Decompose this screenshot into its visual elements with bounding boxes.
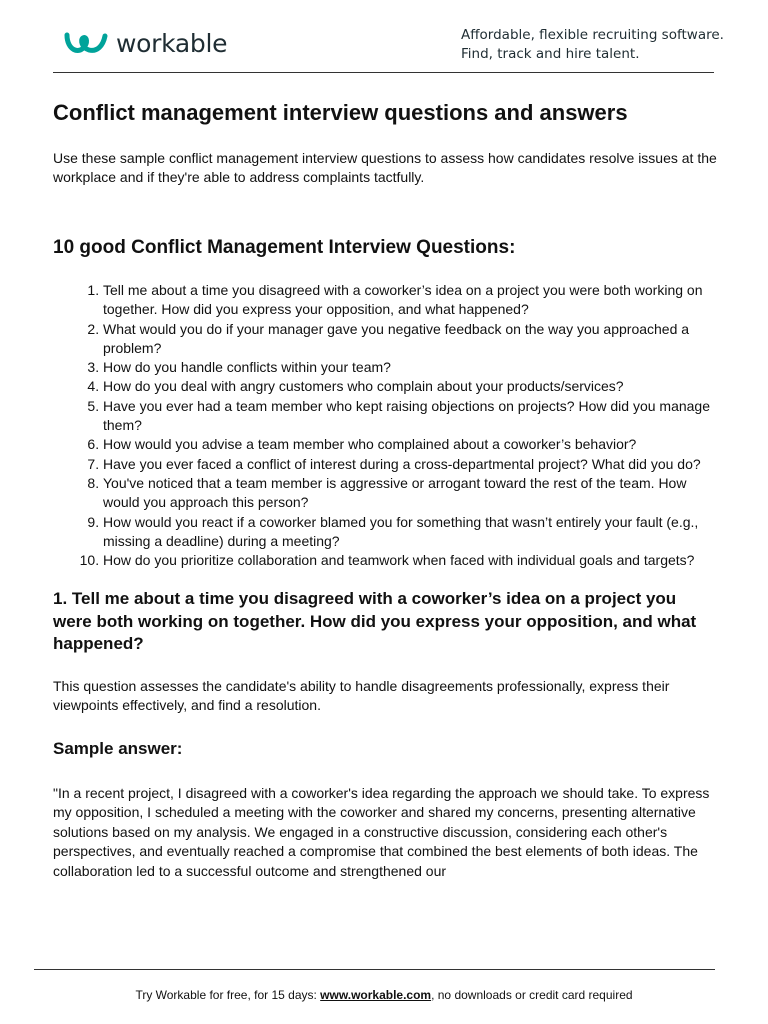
footer-divider [34,969,715,970]
workable-logo[interactable] [64,28,227,60]
tagline-line-2: Find, track and hire talent. [461,46,640,62]
question-item: 5. Have you ever had a team member who kept raising objections on projects? How did you manage them? [103,397,718,436]
intro-paragraph: Use these sample conflict management interview questions to assess how candidates resolve issues at the workplace and if they're able to address complaints tactfully. [53,150,717,185]
page-title: Conflict management interview questions and answers [53,100,628,125]
header-divider [53,72,714,73]
question-item: 8. You've noticed that a team member is aggressive or arrogant toward the rest of the team. How would you approach this person? [103,474,718,513]
workable-link[interactable]: www.workable.com [320,988,432,1002]
questions-list [53,281,718,570]
sample-answer-text: "In a recent project, I disagreed with a coworker's idea regarding the approach we should take. To express my opposition, I scheduled a meeting with the coworker and shared my concerns, presenting alternative solutions based on my analysis. We engaged in a constructive discussion, considering each other's perspectives, and eventually reached a compromise that combined the best elements of both ideas. The collaboration led to a successful outcome and strengthened our [53,784,710,879]
footer-suffix: , no downloads or credit card required [431,988,633,1002]
question-item: 1. Tell me about a time you disagreed with a coworker’s idea on a project you were both working on together. How did you express your opposition, and what happened? [103,281,718,320]
question-item: 3. How do you handle conflicts within your team? [103,358,718,377]
header-tagline [461,26,724,64]
question-item: 7. Have you ever faced a conflict of interest during a cross-departmental project? What did you do? [103,455,718,474]
questions-heading: 10 good Conflict Management Interview Questions: [53,237,516,258]
question-item: 6. How would you advise a team member who complained about a coworker’s behavior? [103,435,718,454]
question-item: 4. How do you deal with angry customers who complain about your products/services? [103,377,718,396]
question-item: 2. What would you do if your manager gave you negative feedback on the way you approached a problem? [103,320,718,359]
page-footer [0,987,768,1003]
page-header [0,0,768,74]
question-1-description: This question assesses the candidate's ability to handle disagreements professionally, express their viewpoints effectively, and find a resolution. [53,677,670,713]
logo-text: workable [116,29,228,58]
workable-logo-icon [64,30,110,58]
footer-prefix: Try Workable for free, for 15 days: [135,988,321,1002]
question-item: 9. How would you react if a coworker blamed you for something that wasn’t entirely your fault (e.g., missing a deadline) during a meeting? [103,513,718,552]
question-item: 10. How do you prioritize collaboration and teamwork when faced with individual goals and targets? [103,551,718,570]
main-content [53,98,718,881]
sample-answer-heading: Sample answer: [53,738,183,758]
tagline-line-1: Affordable, flexible recruiting software. [461,27,724,43]
question-1-heading: 1. Tell me about a time you disagreed with a coworker’s idea on a project you were both working on together. How did you express your opposition, and what happened? [53,589,697,654]
